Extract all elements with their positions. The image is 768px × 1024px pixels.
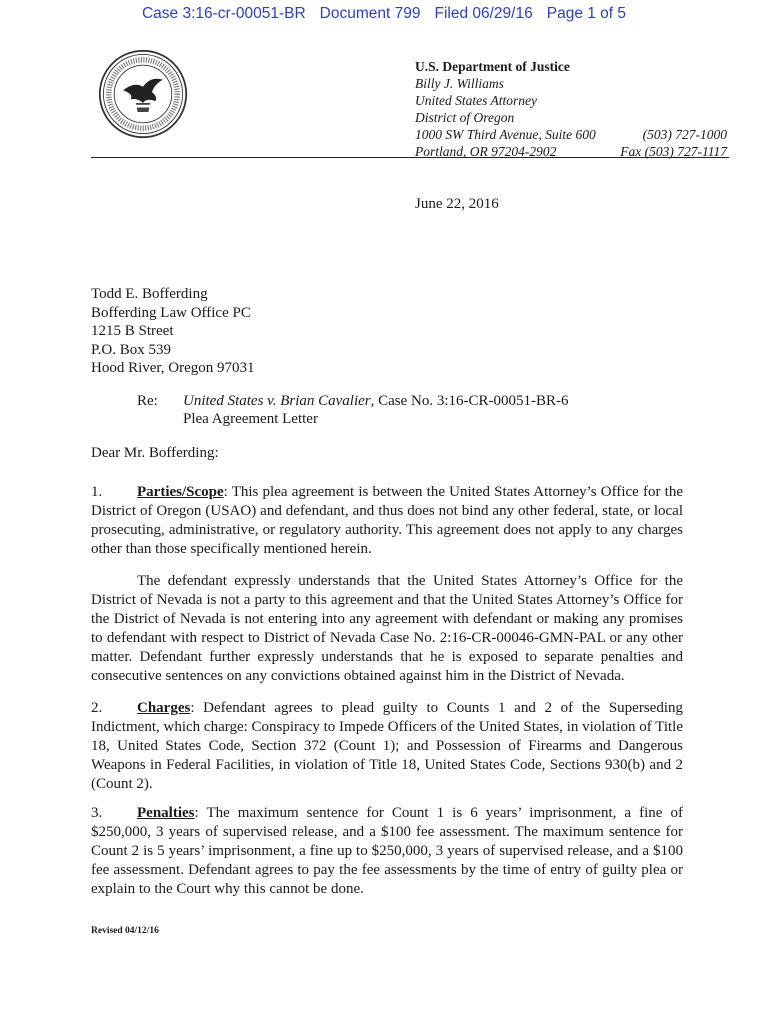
- recipient-pobox: P.O. Box 539: [91, 341, 172, 358]
- section-number: 3.: [91, 805, 103, 821]
- re-subject: Plea Agreement Letter: [183, 411, 318, 427]
- re-label: Re:: [137, 393, 158, 409]
- section-heading: Charges: [137, 700, 191, 716]
- re-case-number: , Case No. 3:16-CR-00051-BR-6: [370, 393, 569, 409]
- recipient-firm: Bofferding Law Office PC: [91, 304, 251, 321]
- letterhead-title: United States Attorney: [415, 93, 537, 108]
- case-number: Case 3:16-cr-00051-BR: [141, 5, 306, 22]
- recipient-street: 1215 B Street: [91, 323, 174, 339]
- doj-seal-icon: [98, 49, 188, 139]
- filed-date: Filed 06/29/16: [434, 5, 533, 22]
- letterhead-district: District of Oregon: [415, 110, 515, 125]
- letterhead-address-row-1: [415, 126, 727, 143]
- section-parties-scope: [91, 483, 683, 559]
- recipient-city: Hood River, Oregon 97031: [91, 360, 255, 376]
- letterhead: [415, 58, 727, 160]
- revision-footer: Revised 04/12/16: [91, 926, 159, 936]
- document-number: Document 799: [319, 5, 421, 22]
- section-text: : This plea agreement is between the United States Attorney’s Office for the District of Oregon (USAO) and defendant, and thus does not bind any other federal, state, or local prosecuting, administrative, or regulatory authority. This agreement does not apply to any charges other than those specifically mentioned herein.: [91, 484, 683, 557]
- letterhead-address2: Portland, OR 97204-2902: [415, 144, 557, 159]
- salutation: Dear Mr. Bofferding:: [91, 445, 219, 461]
- letterhead-org: U.S. Department of Justice: [415, 59, 570, 74]
- section-heading: Penalties: [137, 805, 195, 821]
- court-filing-stamp: [0, 5, 768, 23]
- page-indicator: Page 1 of 5: [546, 5, 627, 22]
- recipient-name: Todd E. Bofferding: [91, 286, 208, 302]
- letterhead-name: Billy J. Williams: [415, 76, 504, 91]
- letter-date: June 22, 2016: [415, 196, 499, 212]
- section-charges: [91, 699, 683, 794]
- section-number: 2.: [91, 700, 103, 716]
- letterhead-address1: 1000 SW Third Avenue, Suite 600: [415, 127, 596, 142]
- section-nevada-paragraph: The defendant expressly understands that the United States Attorney’s Office for the District of Nevada is not a party to this agreement and that the United States Attorney’s Office for the District of Nevada is not entering into any agreement with defendant or making any promises to defendant with respect to District of Nevada Case No. 2:16-CR-00046-GMN-PAL or any other matter. Defendant further expressly understands that he is exposed to separate penalties and consecutive sentences on any convictions obtained against him in the District of Nevada.: [91, 573, 683, 684]
- section-heading: Parties/Scope: [137, 484, 224, 500]
- recipient-address: [91, 285, 255, 378]
- section-text: : Defendant agrees to plead guilty to Counts 1 and 2 of the Superseding Indictment, which charge: Conspiracy to Impede Officers of the United States, in violation of Title 18, United States Code, Section 372 (Count 1); and Possession of Firearms and Dangerous Weapons in Federal Facilities, in violation of Title 18, United States Code, Sections 930(b) and 2 (Count 2).: [91, 700, 683, 792]
- re-text: [183, 392, 569, 428]
- section-text: : The maximum sentence for Count 1 is 6 years’ imprisonment, a fine of $250,000, 3 years of supervised release, and a $100 fee assessment. The maximum sentence for Count 2 is 5 years’ imprisonment, a fine up to $250,000, 3 years of supervised release, and a $100 fee assessment. Defendant agrees to pay the fee assessments by the time of entry of guilty plea or explain to the Court why this cannot be done.: [91, 805, 683, 897]
- letterhead-phone: (503) 727-1000: [642, 127, 727, 142]
- letterhead-fax: Fax (503) 727-1117: [620, 144, 727, 159]
- re-case-title: United States v. Brian Cavalier: [183, 393, 371, 409]
- section-number: 1.: [91, 484, 103, 500]
- section-penalties: [91, 804, 683, 899]
- letterhead-divider: [91, 157, 729, 158]
